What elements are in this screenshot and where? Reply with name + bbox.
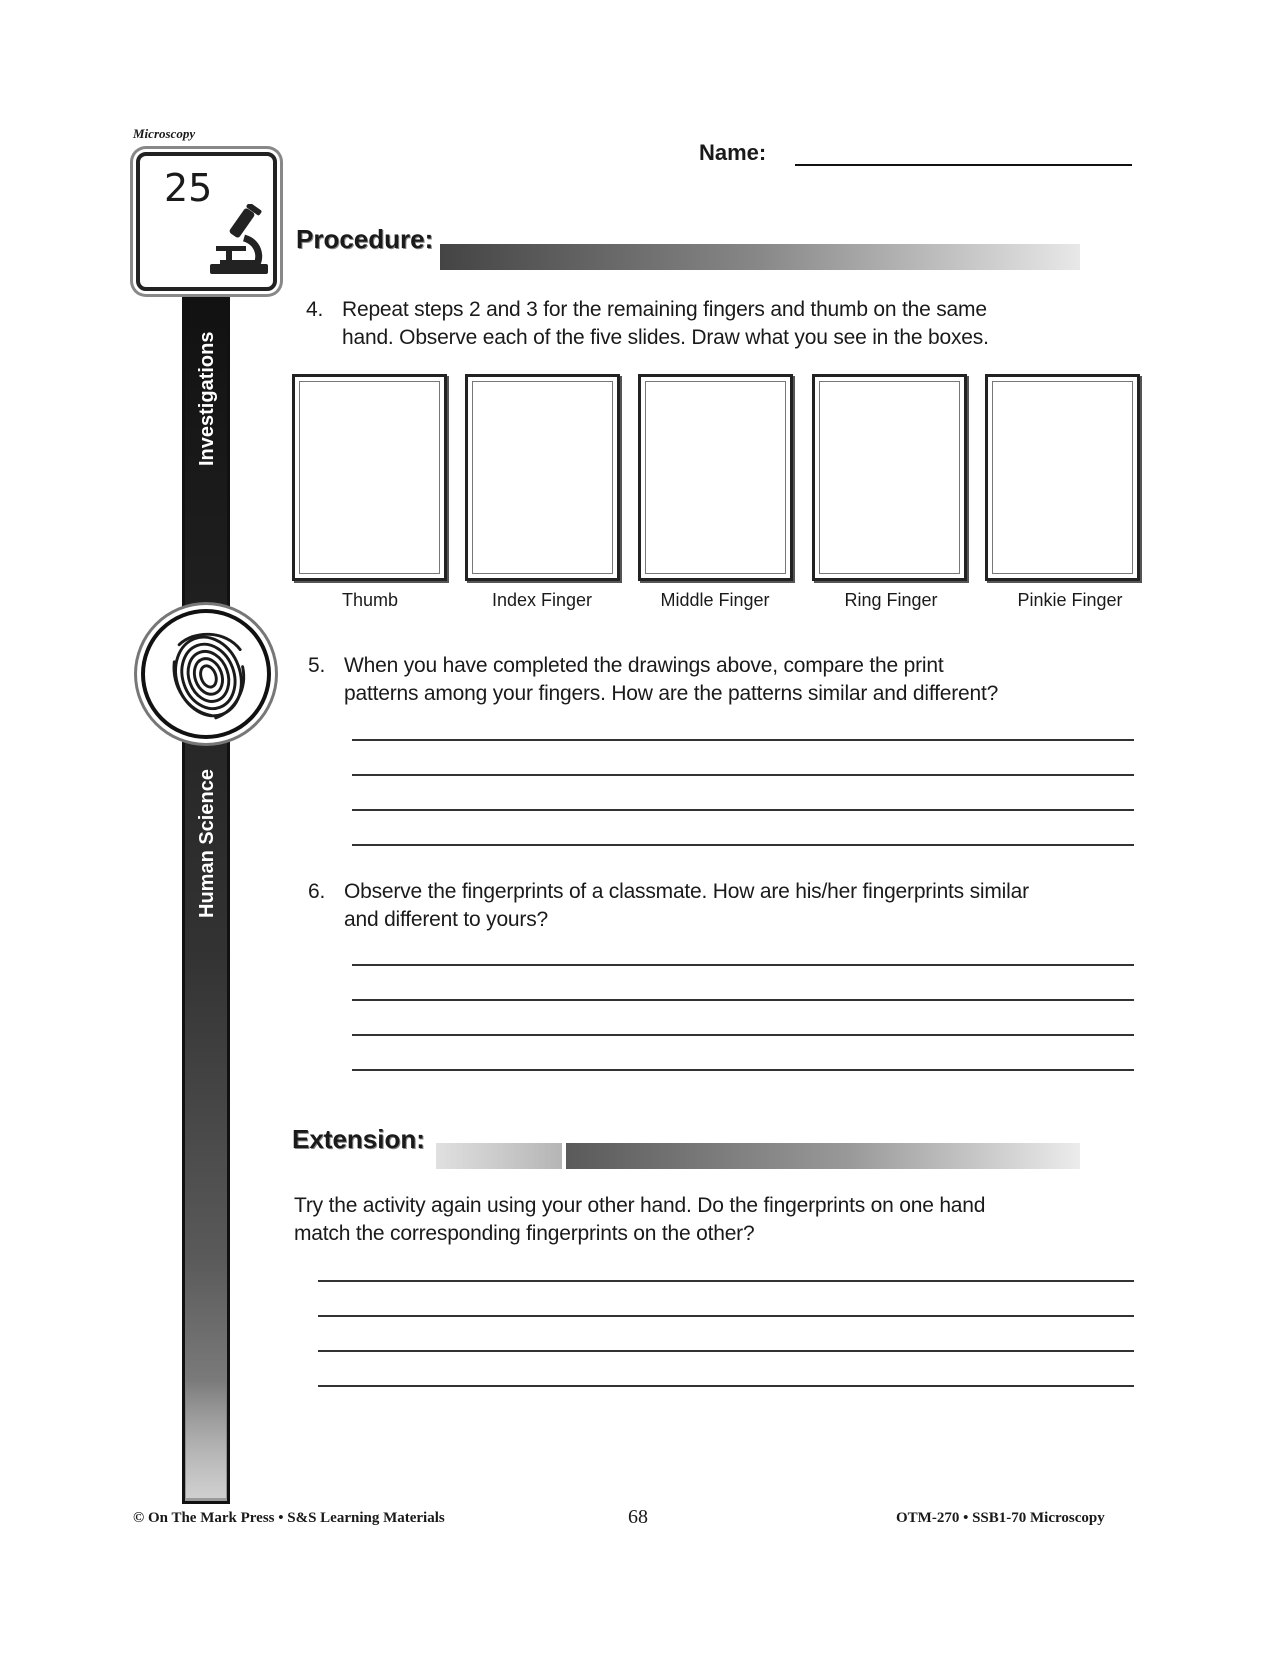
answer-line[interactable]	[318, 1385, 1134, 1387]
question-4	[306, 296, 1126, 356]
question-4-line-1: Repeat steps 2 and 3 for the remaining fingers and thumb on the same	[342, 298, 987, 321]
procedure-header-bar	[440, 244, 1080, 270]
question-4-number: 4.	[306, 298, 324, 321]
answer-line[interactable]	[352, 1069, 1134, 1071]
extension-header-bar	[566, 1143, 1080, 1169]
page-number: 68	[628, 1506, 648, 1528]
sidebar-label-human-science: Human Science	[196, 769, 218, 918]
name-input-line[interactable]	[795, 164, 1132, 166]
answer-line[interactable]	[352, 964, 1134, 966]
drawing-box-thumb[interactable]	[292, 374, 447, 581]
box-label-thumb: Thumb	[341, 590, 399, 610]
box-label-ring-finger: Ring Finger	[844, 590, 938, 610]
fingerprint-badge	[141, 609, 271, 739]
procedure-title: Procedure:	[296, 224, 434, 254]
answer-line[interactable]	[318, 1280, 1134, 1282]
answer-line[interactable]	[352, 1034, 1134, 1036]
question-5-number: 5.	[308, 654, 326, 677]
answer-line[interactable]	[352, 809, 1134, 811]
drawing-box-index-finger[interactable]	[465, 374, 620, 581]
drawing-box-ring-finger[interactable]	[812, 374, 967, 581]
answer-line[interactable]	[352, 844, 1134, 846]
question-6-number: 6.	[308, 880, 326, 903]
question-6	[308, 878, 1138, 938]
extension-line-2: match the corresponding fingerprints on the other?	[294, 1222, 755, 1245]
answer-line[interactable]	[352, 999, 1134, 1001]
extension-prompt	[294, 1192, 1134, 1252]
footer-product-code: OTM-270 • SSB1-70 Microscopy	[896, 1510, 1105, 1526]
sidebar-label-investigations: Investigations	[196, 331, 218, 466]
sidebar-fade	[186, 1380, 226, 1498]
question-6-line-1: Observe the fingerprints of a classmate. How are his/her fingerprints similar	[344, 880, 1029, 903]
extension-title: Extension:	[292, 1124, 425, 1154]
extension-line-1: Try the activity again using your other hand. Do the fingerprints on one hand	[294, 1194, 986, 1217]
question-6-line-2: and different to yours?	[344, 908, 548, 931]
fingerprint-icon	[145, 613, 267, 735]
question-4-line-2: hand. Observe each of the five slides. Draw what you see in the boxes.	[342, 326, 989, 349]
box-label-index-finger: Index Finger	[491, 590, 593, 610]
drawing-box-pinkie-finger[interactable]	[985, 374, 1140, 581]
question-5-line-2: patterns among your fingers. How are the patterns similar and different?	[344, 682, 999, 705]
box-label-middle-finger: Middle Finger	[660, 590, 770, 610]
box-label-pinkie-finger: Pinkie Finger	[1017, 590, 1123, 610]
answer-line[interactable]	[352, 774, 1134, 776]
answer-line[interactable]	[318, 1350, 1134, 1352]
book-title-label: Microscopy	[133, 126, 196, 141]
extension-header-bar-left	[436, 1143, 562, 1169]
microscope-icon	[206, 204, 272, 280]
footer-publisher: © On The Mark Press • S&S Learning Materials	[133, 1510, 445, 1526]
answer-line[interactable]	[318, 1315, 1134, 1317]
activity-number: 25	[164, 166, 213, 210]
question-5	[308, 652, 1128, 712]
drawing-box-middle-finger[interactable]	[638, 374, 793, 581]
question-5-line-1: When you have completed the drawings above, compare the print	[344, 654, 944, 677]
name-label: Name:	[699, 140, 767, 165]
answer-line[interactable]	[352, 739, 1134, 741]
activity-badge	[136, 152, 277, 291]
